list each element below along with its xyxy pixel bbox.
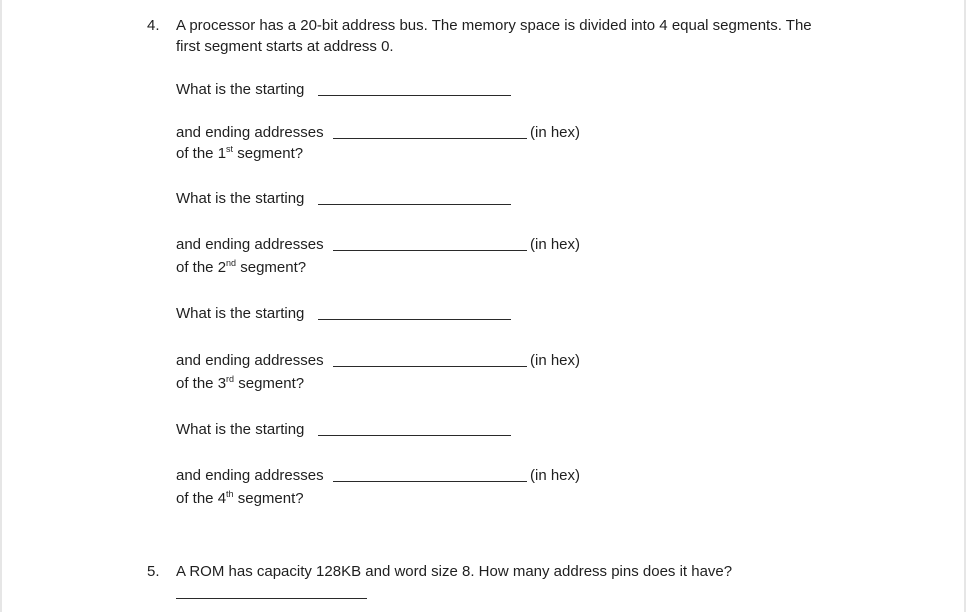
ordinal-suffix: st [226,144,234,154]
ordinal-suffix: nd [226,258,237,268]
segment-caption: of the 2nd segment? [176,258,307,276]
end-address-label: and ending addresses [176,236,324,253]
segment-caption: of the 3rd segment? [176,374,305,392]
end-address-label: and ending addresses [176,124,324,141]
question-text: A ROM has capacity 128KB and word size 8. How many address pins does it have? [176,563,733,580]
unit-note: (in hex) [530,352,581,369]
end-address-blank[interactable] [333,481,527,482]
start-address-blank[interactable] [318,435,511,436]
end-address-blank[interactable] [333,366,527,367]
start-address-blank[interactable] [318,95,511,96]
unit-note: (in hex) [530,236,581,253]
segment-caption: of the 4th segment? [176,489,304,507]
start-address-label: What is the starting [176,305,305,322]
question-text-line-1: A processor has a 20-bit address bus. The memory space is divided into 4 equal segments. The [176,17,812,34]
start-address-blank[interactable] [318,319,511,320]
unit-note: (in hex) [530,467,581,484]
start-address-label: What is the starting [176,421,305,438]
ordinal-suffix: th [226,489,234,499]
question-number: 5. [147,563,160,580]
question-number: 4. [147,17,160,34]
end-address-label: and ending addresses [176,352,324,369]
answer-blank[interactable] [176,598,367,599]
page-edge-left [0,0,2,612]
start-address-label: What is the starting [176,81,305,98]
start-address-label: What is the starting [176,190,305,207]
unit-note: (in hex) [530,124,581,141]
segment-caption: of the 1st segment? [176,144,304,162]
end-address-blank[interactable] [333,138,527,139]
end-address-blank[interactable] [333,250,527,251]
end-address-label: and ending addresses [176,467,324,484]
page-edge-right [964,0,966,612]
start-address-blank[interactable] [318,204,511,205]
ordinal-suffix: rd [226,374,235,384]
question-text-line-2: first segment starts at address 0. [176,38,394,55]
